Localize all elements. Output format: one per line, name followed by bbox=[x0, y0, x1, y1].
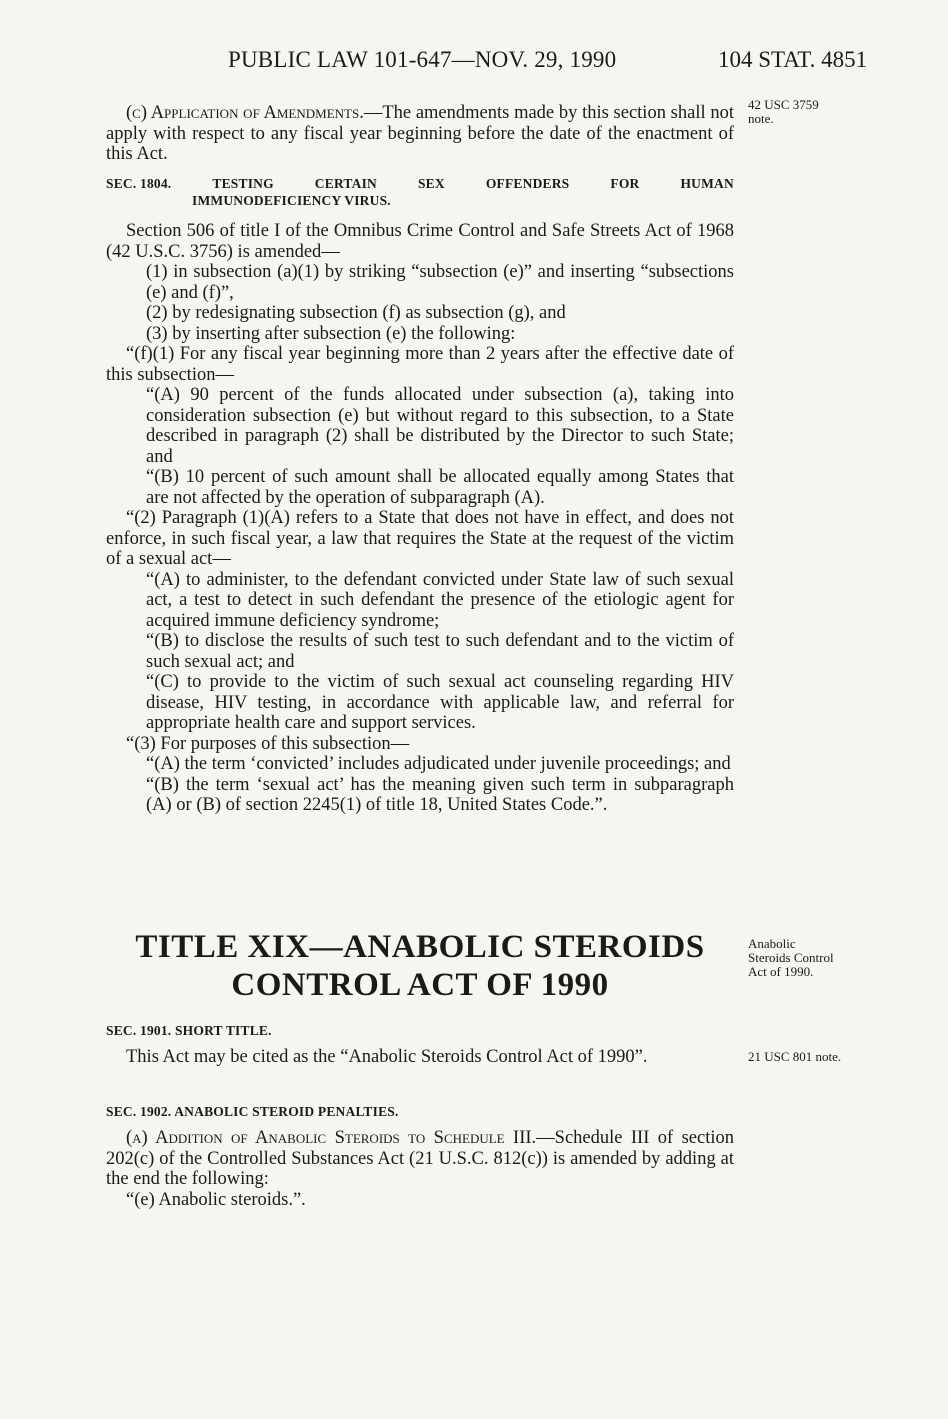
sec-1804-item-1: (1) in subsection (a)(1) by striking “subsection (e)” and inserting “subsections (e) and (f)”, bbox=[146, 262, 734, 303]
sec-1804-item-2: (2) by redesignating subsection (f) as subsection (g), and bbox=[146, 303, 566, 323]
title-xix-heading: TITLE XIX—ANABOLIC STEROIDS CONTROL ACT OF 1990 bbox=[135, 929, 705, 1003]
sec-1804-f2A: “(A) to administer, to the defendant convicted under State law of such sexual act, a test to detect in such defendant the presence of the etiologic agent for acquired immune deficiency syndrome; bbox=[146, 569, 734, 631]
sec-1804-f1: “(f)(1) For any fiscal year beginning more than 2 years after the effective date of this subsection— bbox=[106, 344, 734, 385]
margin-note-anabolic-act: Anabolic Steroids Control Act of 1990. bbox=[748, 936, 834, 979]
sec-1804-f2C: “(C) to provide to the victim of such sexual act counseling regarding HIV disease, HIV testing, in accordance with applicable law, and referral for appropriate health care and support services. bbox=[146, 672, 734, 733]
subsection-c bbox=[106, 103, 734, 165]
subsection-c-heading: (c) Application of Amendments. bbox=[126, 103, 364, 123]
margin-note-42usc3759: 42 USC 3759 note. bbox=[748, 97, 819, 126]
sec-1804-intro: Section 506 of title I of the Omnibus Crime Control and Safe Streets Act of 1968 (42 U.S.C. 3756) is amended— bbox=[106, 221, 734, 262]
sec-1901 bbox=[106, 1022, 734, 1068]
sec-1902-a-heading: (a) Addition of Anabolic Steroids to Schedule III. bbox=[126, 1128, 537, 1148]
sec-1902-heading: SEC. 1902. ANABOLIC STEROID PENALTIES. bbox=[106, 1104, 399, 1119]
sec-1902-a-text: —Schedule III of section 202(c) of the Controlled Substances Act (21 U.S.C. 812(c)) is amended by adding at the end the following: bbox=[106, 1128, 735, 1189]
sec-1804-f1B: “(B) 10 percent of such amount shall be allocated equally among States that are not affected by the operation of subparagraph (A). bbox=[146, 467, 734, 508]
sec-1804-f3: “(3) For purposes of this subsection— bbox=[126, 733, 410, 754]
sec-1901-heading: SEC. 1901. SHORT TITLE. bbox=[106, 1023, 272, 1038]
sec-1804-f2: “(2) Paragraph (1)(A) refers to a State that does not have in effect, and does not enforce, in such fiscal year, a law that requires the State at the request of the victim of a sexual act— bbox=[106, 508, 734, 569]
margin-note-21usc801: 21 USC 801 note. bbox=[748, 1049, 842, 1064]
subsection-c-text: —The amendments made by this section shall not apply with respect to any fiscal year beginning before the date of the enactment of this Act. bbox=[106, 103, 734, 164]
sec-1804-heading: SEC. 1804. TESTING CERTAIN SEX OFFENDERS FOR HUMAN IMMUNODEFICIENCY VIRUS. bbox=[106, 176, 734, 208]
sec-1901-text: This Act may be cited as the “Anabolic Steroids Control Act of 1990”. bbox=[126, 1047, 648, 1067]
sec-1804-body bbox=[106, 221, 734, 816]
sec-1902-e: “(e) Anabolic steroids.”. bbox=[126, 1189, 306, 1210]
sec-1804-f2B: “(B) to disclose the results of such test to such defendant and to the victim of such sexual act; and bbox=[146, 631, 734, 672]
sec-1902 bbox=[106, 1103, 734, 1210]
sec-1804-f1A: “(A) 90 percent of the funds allocated under subsection (a), taking into consideration subsection (e) but without regard to this subsection, to a State described in paragraph (2) shall be distributed by the Director to such State; and bbox=[146, 385, 734, 467]
sec-1804-item-3: (3) by inserting after subsection (e) the following: bbox=[146, 323, 516, 344]
header-stat: 104 STAT. 4851 bbox=[718, 47, 868, 72]
sec-1804-f3B: “(B) the term ‘sexual act’ has the meaning given such term in subparagraph (A) or (B) of section 2245(1) of title 18, United States Code.”. bbox=[146, 774, 734, 815]
header-title: PUBLIC LAW 101-647—NOV. 29, 1990 bbox=[228, 47, 617, 72]
sec-1804-f3A: “(A) the term ‘convicted’ includes adjudicated under juvenile proceedings; and bbox=[146, 754, 731, 774]
